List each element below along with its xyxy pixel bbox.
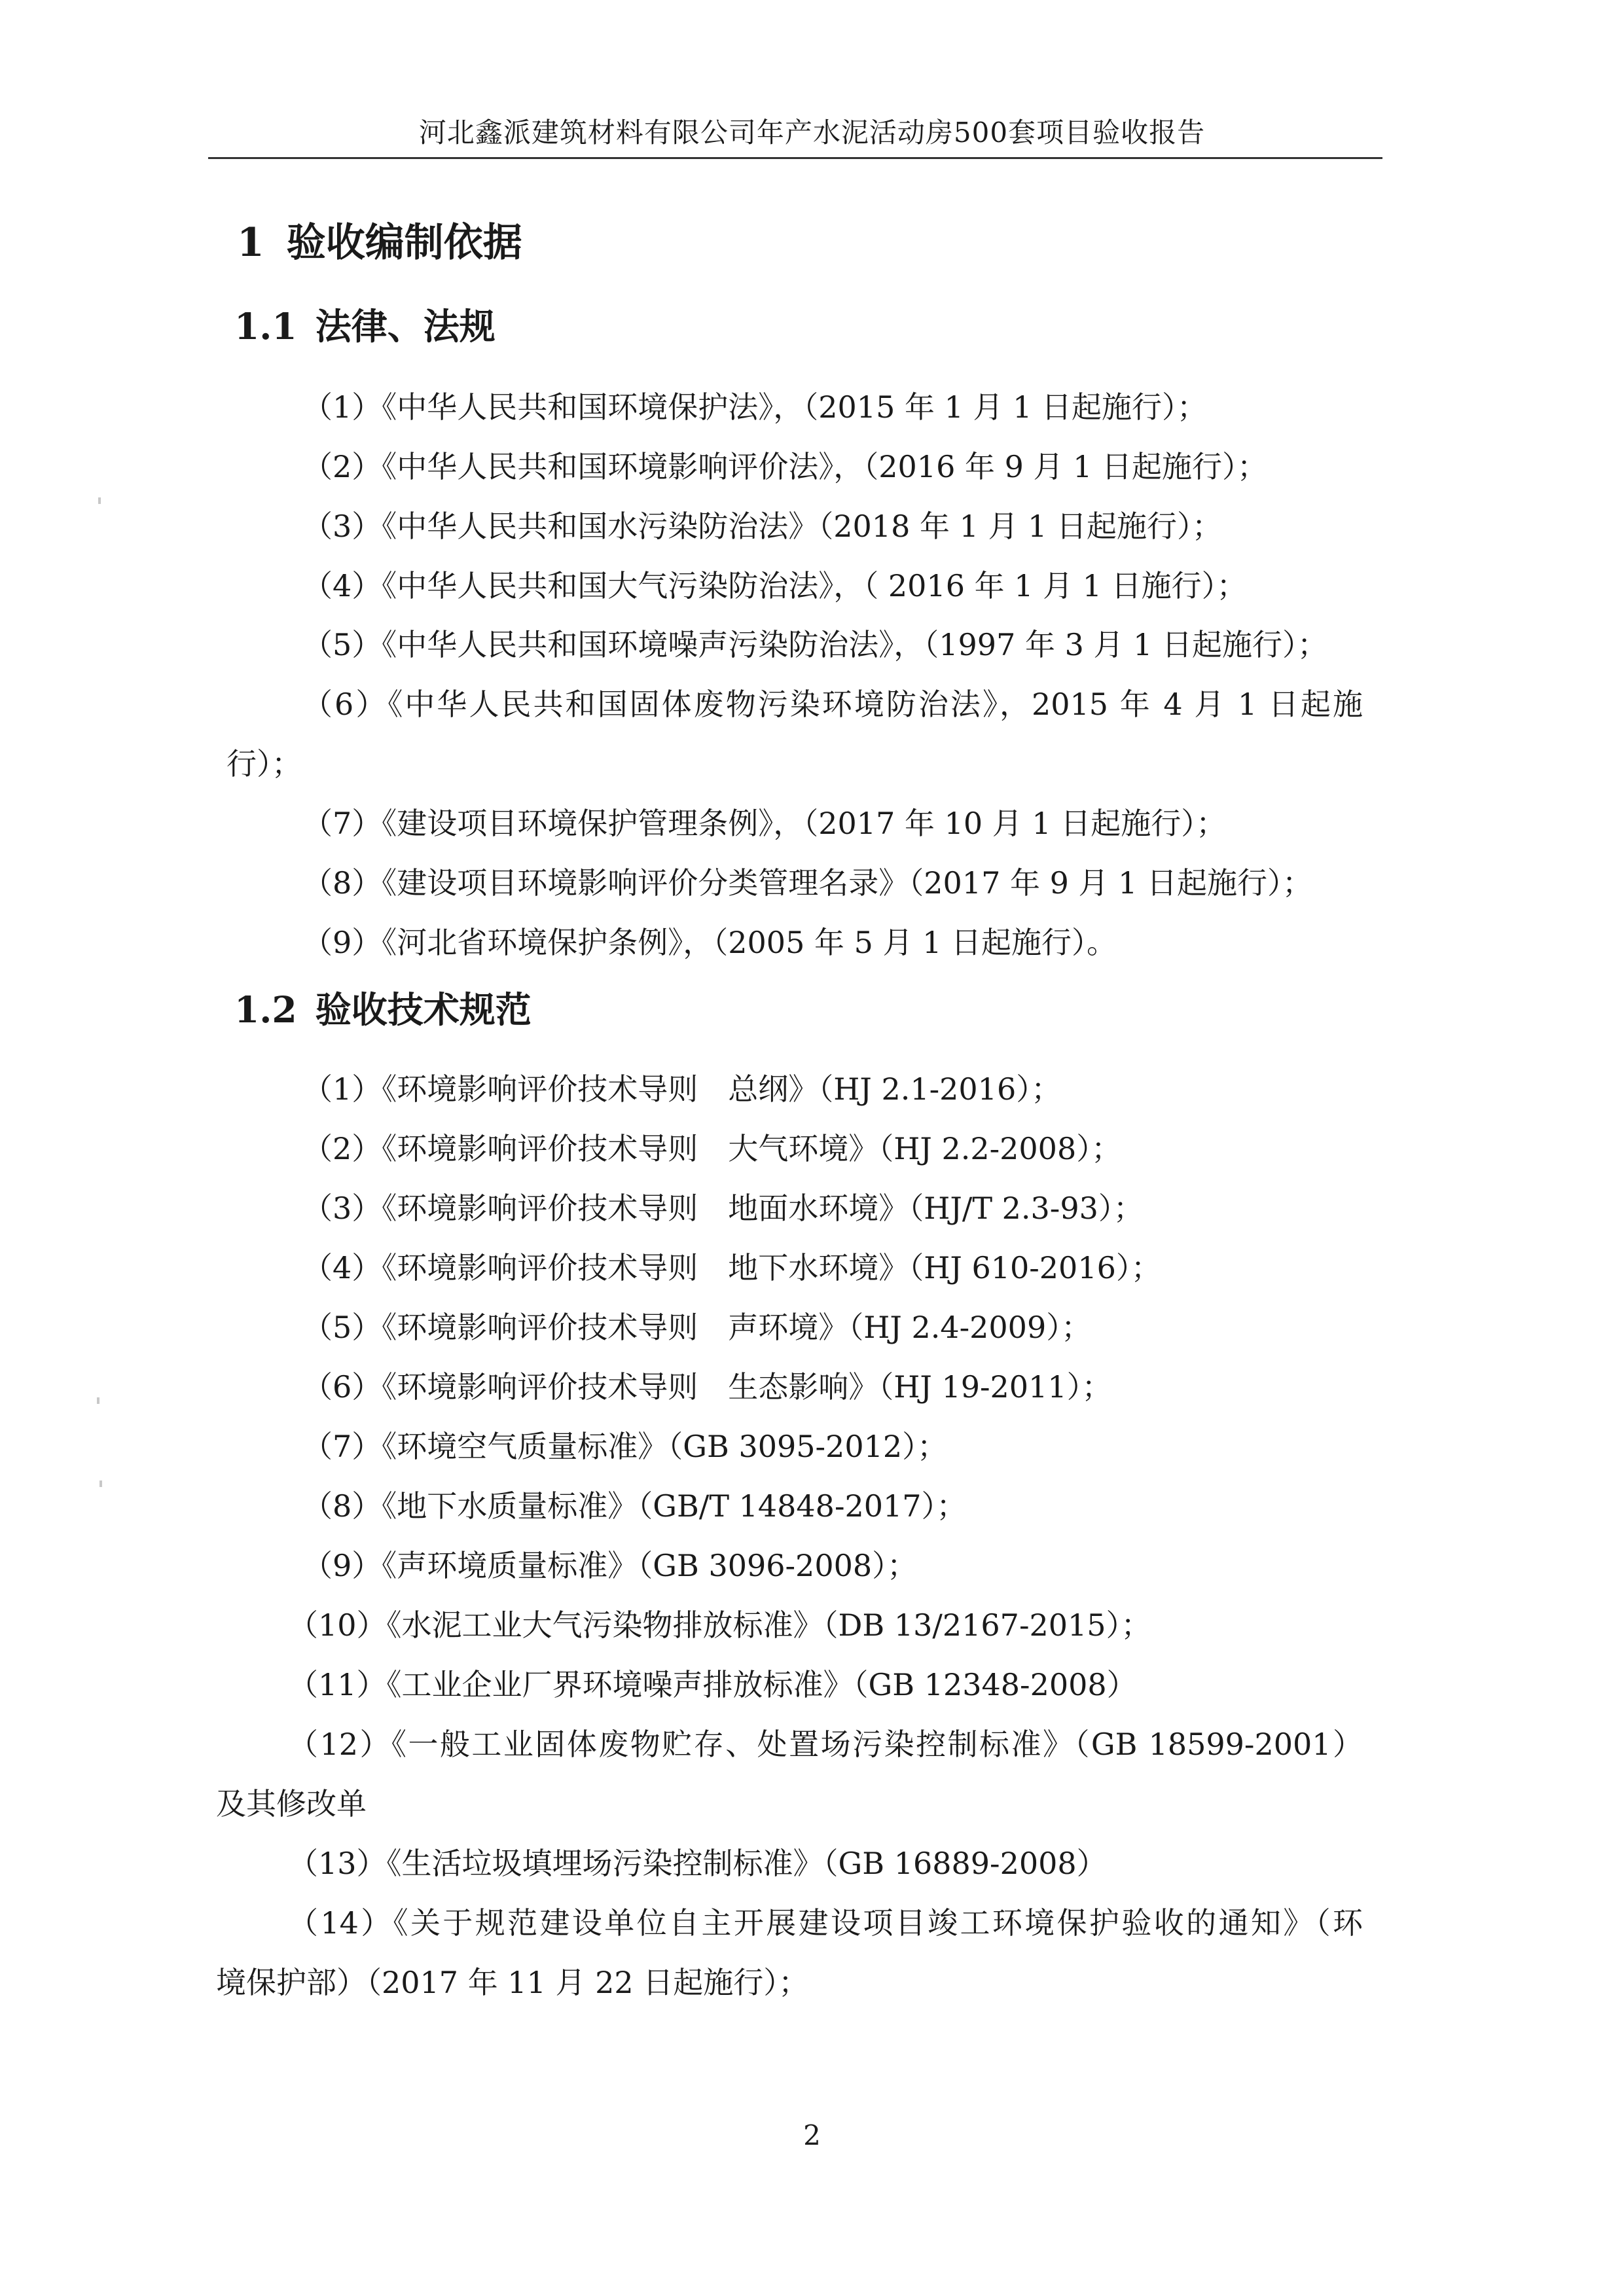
standard-item: （10）《水泥工业大气污染物排放标准》（DB 13/2167-2015）； xyxy=(288,1607,1151,1643)
standard-item: （12）《一般工业固体废物贮存、处置场污染控制标准》（GB 18599-2001） xyxy=(288,1727,1363,1762)
standard-item: （2）《环境影响评价技术导则 大气环境》（HJ 2.2-2008）； xyxy=(302,1131,1122,1166)
section-1-number: 1 xyxy=(237,220,264,266)
standard-item: （1）《环境影响评价技术导则 总纲》（HJ 2.1-2016）； xyxy=(302,1071,1062,1107)
header-rule xyxy=(208,157,1382,159)
standard-item: （6）《环境影响评价技术导则 生态影响》（HJ 19-2011）； xyxy=(302,1369,1112,1405)
law-item: （1）《中华人民共和国环境保护法》，（2015 年 1 月 1 日起施行）； xyxy=(302,389,1207,425)
section-1-2-title: 验收技术规范 xyxy=(315,988,532,1031)
page-number: 2 xyxy=(803,2119,821,2151)
standard-item: （3）《环境影响评价技术导则 地面水环境》（HJ/T 2.3-93）； xyxy=(302,1191,1144,1226)
standard-item-continuation: 及其修改单 xyxy=(216,1786,367,1821)
standard-item: （4）《环境影响评价技术导则 地下水环境》（HJ 610-2016）； xyxy=(302,1250,1161,1285)
scan-speck xyxy=(99,1480,102,1487)
law-item: （9）《河北省环境保护条例》，（2005 年 5 月 1 日起施行）。 xyxy=(302,925,1117,960)
scan-speck xyxy=(98,497,101,504)
section-1-2-heading xyxy=(234,988,532,1031)
law-item: （4）《中华人民共和国大气污染防治法》，（ 2016 年 1 月 1 日施行）； xyxy=(302,568,1247,603)
law-item-continuation: 行）； xyxy=(226,746,302,781)
running-header: 河北鑫派建筑材料有限公司年产水泥活动房500套项目验收报告 xyxy=(418,117,1206,149)
section-1-heading xyxy=(237,219,522,266)
section-1-1-title: 法律、法规 xyxy=(315,305,496,348)
standard-item: （14）《关于规范建设单位自主开展建设项目竣工环境保护验收的通知》（环 xyxy=(288,1905,1363,1941)
standard-item-continuation: 境保护部）（2017 年 11 月 22 日起施行）； xyxy=(216,1965,809,2000)
standard-item: （13）《生活垃圾填埋场污染控制标准》（GB 16889-2008） xyxy=(288,1846,1107,1881)
section-1-1-number: 1.1 xyxy=(234,305,297,348)
scan-speck xyxy=(97,1397,99,1404)
standard-item: （9）《声环境质量标准》（GB 3096-2008）； xyxy=(302,1548,918,1583)
standard-item: （8）《地下水质量标准》（GB/T 14848-2017）； xyxy=(302,1488,967,1524)
standard-item: （5）《环境影响评价技术导则 声环境》（HJ 2.4-2009）； xyxy=(302,1310,1092,1345)
standard-item: （11）《工业企业厂界环境噪声排放标准》（GB 12348-2008） xyxy=(288,1667,1137,1702)
law-item: （5）《中华人民共和国环境噪声污染防治法》，（1997 年 3 月 1 日起施行）； xyxy=(302,627,1327,662)
law-item: （2）《中华人民共和国环境影响评价法》，（2016 年 9 月 1 日起施行）； xyxy=(302,449,1267,484)
section-1-2-number: 1.2 xyxy=(234,988,297,1031)
section-1-1-heading xyxy=(234,305,496,348)
law-item: （3）《中华人民共和国水污染防治法》（2018 年 1 月 1 日起施行）； xyxy=(302,509,1222,544)
law-item: （8）《建设项目环境影响评价分类管理名录》（2017 年 9 月 1 日起施行）； xyxy=(302,865,1312,901)
standard-item: （7）《环境空气质量标准》（GB 3095-2012）； xyxy=(302,1429,948,1464)
law-item: （7）《建设项目环境保护管理条例》，（2017 年 10 月 1 日起施行）； xyxy=(302,806,1227,841)
law-item: （6）《中华人民共和国固体废物污染环境防治法》，2015 年 4 月 1 日起施 xyxy=(302,687,1363,722)
section-1-title: 验收编制依据 xyxy=(286,220,522,266)
